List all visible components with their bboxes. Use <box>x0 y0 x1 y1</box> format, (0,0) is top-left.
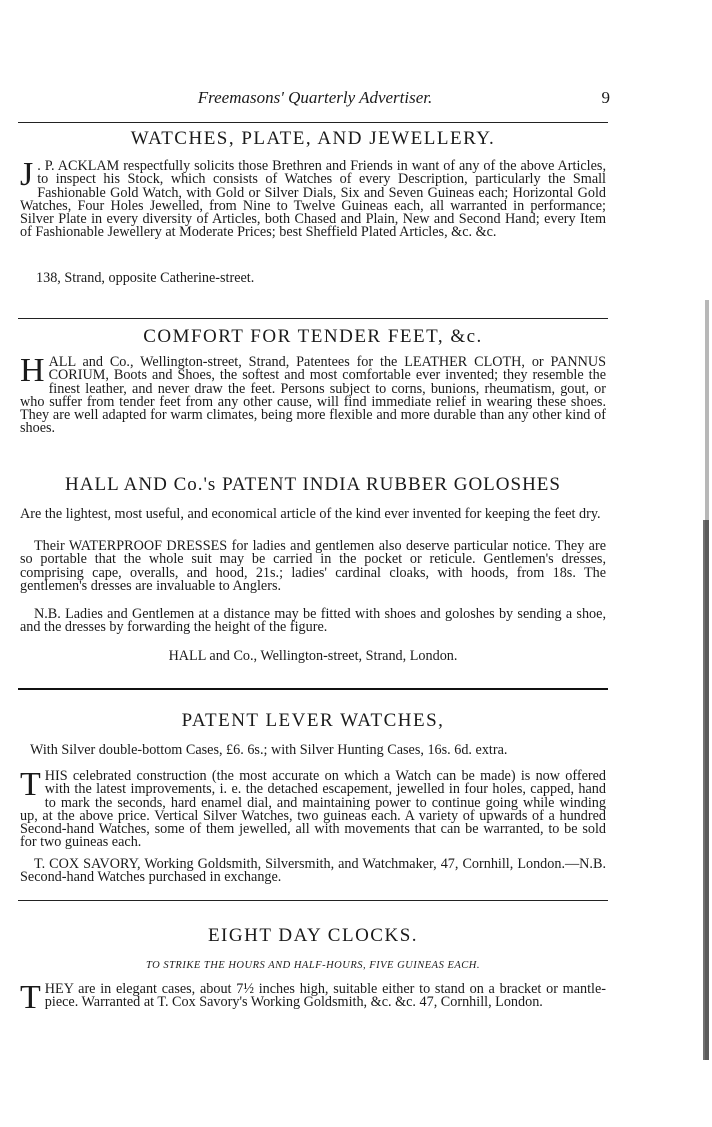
ad2-body-text: ALL and Co., Wellington-street, Strand, Patentees for the LEATHER CLOTH, or PANNUS CORIUM, Boots and Shoes, the softest and most comfortable ever invented; they resemble the finest leather, and never draw the feet. Persons subject to corns, bunions, rheumatism, gout, or who suffer from tender feet from any other cause, will find immediate relief in wearing these shoes. They are well adapted for warm climates, being more flexible and more durable than any other kind of shoes. <box>20 354 606 437</box>
ad1-address: 138, Strand, opposite Catherine-street. <box>36 270 255 286</box>
ad4-drop-letter: T <box>20 979 41 1016</box>
ad2-subheading: HALL AND Co.'s PATENT INDIA RUBBER GOLOSHES <box>65 474 561 495</box>
ad3-drop-letter: T <box>20 766 41 803</box>
ad4-heading: EIGHT DAY CLOCKS. <box>207 925 419 946</box>
ad1-body-text: . P. ACKLAM respectfully solicits those Brethren and Friends in want of any of the above Articles, to inspect his Stock, which consists of Watches of every Description, particularly the Small Fashionable Gold Watch, with Gold or Silver Dials, Six and Seven Guineas each; Horizontal Gold Watches, Four Holes Jewelled, from Nine to Twelve Guineas each, all warranted in performance; Silver Plate in every diversity of Articles, both Chased and Plain, New and Second Hand; every Item of Fashionable Jewellery at Moderate Prices; best Sheffield Plated Articles, &c. &c. <box>20 158 606 241</box>
ad4-subline: TO STRIKE THE HOURS AND HALF-HOURS, FIVE GUINEAS EACH. <box>145 960 480 971</box>
divider-2 <box>18 688 608 690</box>
ad3-subline: With Silver double-bottom Cases, £6. 6s.; with Silver Hunting Cases, 16s. 6d. extra. <box>30 742 508 758</box>
ad2-drop-letter: H <box>20 352 45 389</box>
running-header <box>20 88 610 110</box>
ad1-drop-letter: J <box>20 156 34 193</box>
ad3-body-text: HIS celebrated construction (the most accurate on which a Watch can be made) is now offered with the latest improvements, i. e. the detached escapement, jewelled in four holes, capped, hand to mark the seconds, hard enamel dial, and maintaining power to continue going while winding up, at the above price. Vertical Silver Watches, two guineas each. A variety of upwards of a hundred Second-hand Watches, some of them jewelled, all with movements that can be warranted, to be sold for two guineas each. <box>20 768 606 851</box>
ad4-body-text: HEY are in elegant cases, about 7½ inches high, suitable either to stand on a bracket or mantle-piece. Warranted at T. Cox Savory's Working Goldsmith, &c. &c. 47, Cornhill, London. <box>44 981 606 1011</box>
ad2-p3: N.B. Ladies and Gentlemen at a distance may be fitted with shoes and goloshes by sending a shoe, and the dresses by forwarding the height of the figure. <box>20 606 606 636</box>
ad2-signature: HALL and Co., Wellington-street, Strand, London. <box>168 648 458 664</box>
divider-1 <box>18 318 608 319</box>
ad2-p2: Their WATERPROOF DRESSES for ladies and gentlemen also deserve particular notice. They are so portable that the whole suit may be carried in the pocket or reticule. Gentlemen's dresses, comprising cape, overalls, and hood, 21s.; ladies' cardinal cloaks, with hoods, from 18s. The gentlemen's dresses are invaluable to Anglers. <box>20 538 606 594</box>
page-number: 9 <box>601 88 610 107</box>
ad2-heading: COMFORT FOR TENDER FEET, &c. <box>143 326 483 347</box>
scan-edge-shadow <box>703 520 709 1060</box>
ad3-signature: T. COX SAVORY, Working Goldsmith, Silversmith, and Watchmaker, 47, Cornhill, London.—N.B. Second-hand Watches purchased in exchange. <box>20 856 606 886</box>
divider-3 <box>18 900 608 901</box>
ad1-heading: WATCHES, PLATE, AND JEWELLERY. <box>130 128 496 149</box>
ad3-heading: PATENT LEVER WATCHES, <box>181 710 445 731</box>
ad3-body <box>20 766 606 851</box>
ad4-body <box>20 979 606 1016</box>
running-title: Freemasons' Quarterly Advertiser. <box>197 88 433 107</box>
ad1-body <box>20 156 606 241</box>
ad2-p1: Are the lightest, most useful, and economical article of the kind ever invented for keeping the feet dry. <box>20 506 601 522</box>
header-rule <box>18 122 608 123</box>
ad2-body <box>20 352 606 437</box>
